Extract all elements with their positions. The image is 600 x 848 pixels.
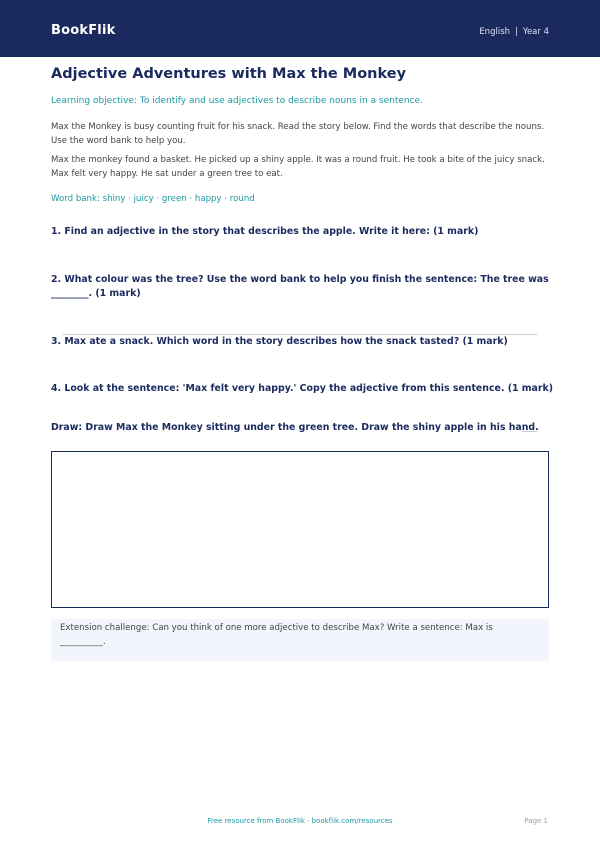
page-number: Page 1	[524, 817, 548, 825]
draw-task: Draw: Draw Max the Monkey sitting under the green tree. Draw the shiny apple in his hand.	[51, 422, 539, 433]
year-label: Year 4	[522, 27, 549, 37]
brand-logo: BookFlik	[51, 23, 116, 38]
question-2: 2. What colour was the tree? Use the word bank to help you finish the sentence: The tree was ________. (1 mark)	[51, 274, 549, 299]
drawing-box[interactable]	[51, 451, 549, 608]
learning-objective: Learning objective: To identify and use adjectives to describe nouns in a sentence.	[51, 96, 423, 106]
question-1: 1. Find an adjective in the story that describes the apple. Write it here: (1 mark)	[51, 226, 479, 237]
header-bar	[0, 0, 600, 57]
story-text: Max the monkey found a basket. He picked up a shiny apple. It was a round fruit. He took a bite of the juicy snack. Max felt very happy. He sat under a green tree to eat.	[51, 155, 545, 179]
extension-text: Extension challenge: Can you think of one more adjective to describe Max? Write a sentence: Max is __________.	[60, 623, 493, 647]
instructions-text: Max the Monkey is busy counting fruit for his snack. Read the story below. Find the words that describe the nouns. Use the word bank to help you.	[51, 122, 545, 146]
worksheet-title: Adjective Adventures with Max the Monkey	[51, 66, 407, 82]
question-4: 4. Look at the sentence: 'Max felt very happy.' Copy the adjective from this sentence. (1 mark)	[51, 383, 554, 394]
word-bank: Word bank: shiny · juicy · green · happy · round	[51, 194, 255, 204]
meta-separator: |	[515, 27, 518, 37]
answer-line[interactable]	[522, 431, 537, 432]
question-3: 3. Max ate a snack. Which word in the story describes how the snack tasted? (1 mark)	[51, 336, 508, 347]
footer-credit: Free resource from BookFlik · bookflik.com/resources	[207, 817, 393, 825]
subject-label: English	[479, 27, 511, 37]
header-meta	[479, 27, 549, 37]
extension-challenge-box	[51, 619, 549, 661]
